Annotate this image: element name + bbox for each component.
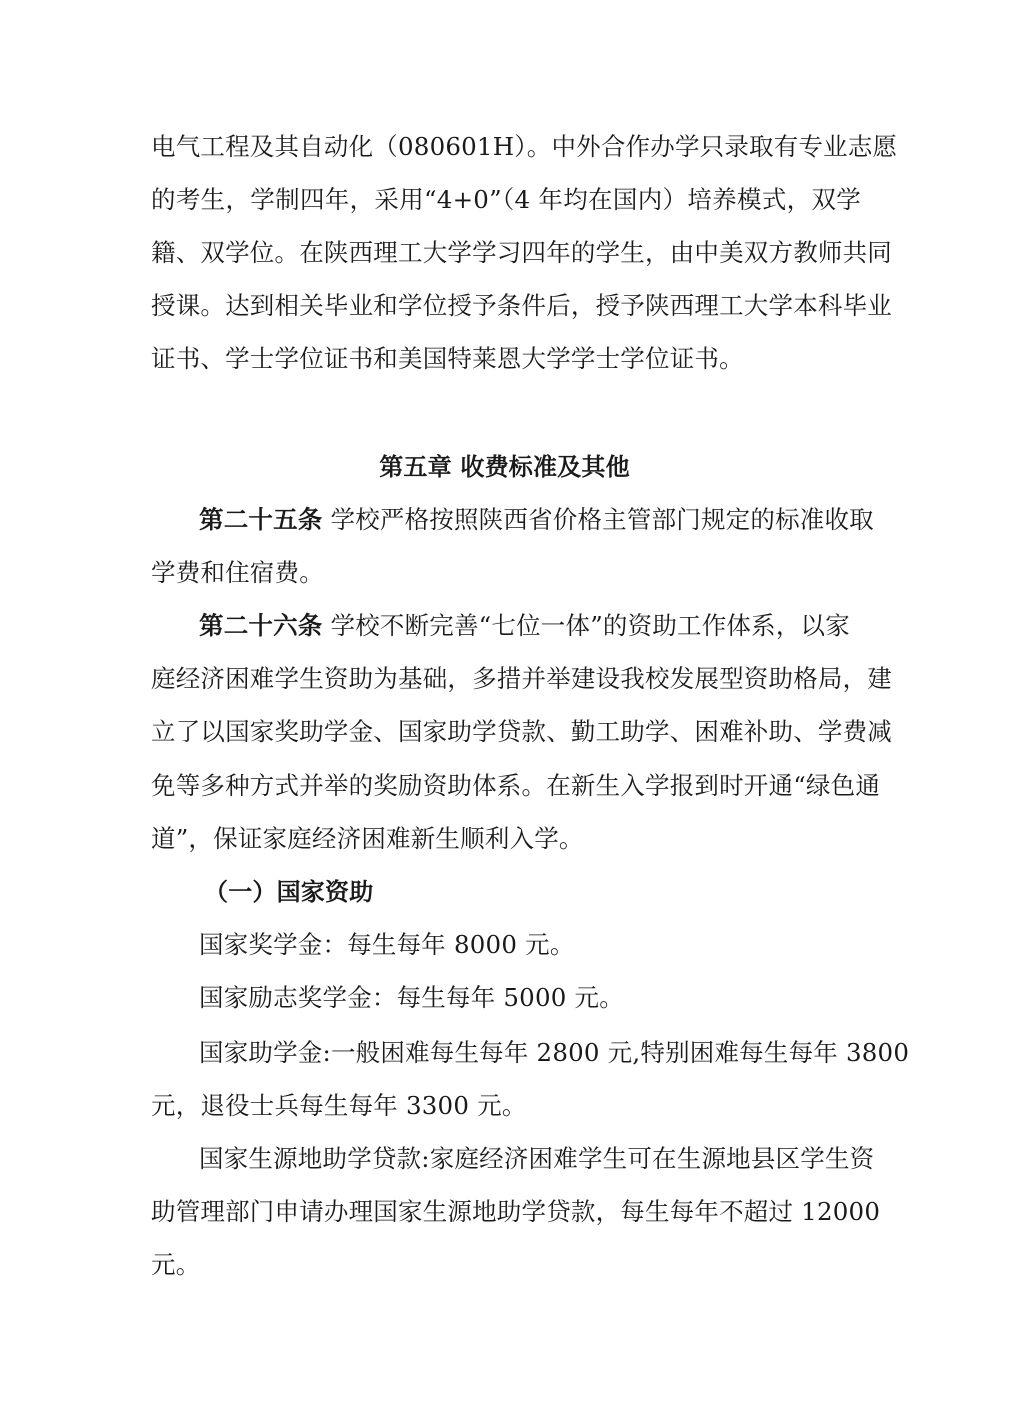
article-26-line-5: 道”，保证家庭经济困难新生顺利入学。 (151, 824, 584, 853)
chapter-heading: 第五章 收费标准及其他 (379, 453, 630, 481)
intro-line-3: 籍、双学位。在陕西理工大学学习四年的学生，由中美双方教师共同 (151, 238, 892, 267)
article-25-first-line (199, 505, 874, 535)
article-26-line-2: 庭经济困难学生资助为基础，多措并举建设我校发展型资助格局，建 (151, 664, 892, 693)
article-26-label: 第二十六条 (199, 611, 323, 640)
loan-line-1: 国家生源地助学贷款:家庭经济困难学生可在生源地县区学生资 (199, 1144, 875, 1173)
grant-line-1: 国家助学金:一般困难每生每年 2800 元,特别困难每生每年 3800 (199, 1038, 910, 1067)
section-1-heading: （一）国家资助 (204, 878, 374, 906)
intro-line-5: 证书、学士学位证书和美国特莱恩大学学士学位证书。 (151, 344, 744, 373)
article-26-line-4: 免等多种方式并举的奖励资助体系。在新生入学报到时开通“绿色通 (151, 771, 881, 800)
grant-line-2: 元，退役士兵每生每年 3300 元。 (151, 1091, 527, 1120)
national-scholarship-line: 国家奖学金：每生每年 8000 元。 (199, 930, 575, 959)
encouragement-scholarship-line: 国家励志奖学金：每生每年 5000 元。 (199, 983, 624, 1012)
article-25-text: 学校严格按照陕西省价格主管部门规定的标准收取 (322, 505, 874, 534)
article-26-first-line (199, 611, 861, 641)
loan-line-2: 助管理部门申请办理国家生源地助学贷款，每生每年不超过 12000 (151, 1197, 881, 1226)
intro-line-1: 电气工程及其自动化（080601H）。中外合作办学只录取有专业志愿 (151, 132, 898, 161)
loan-line-3: 元。 (151, 1250, 201, 1279)
article-26-text: 学校不断完善“七位一体”的资助工作体系，以家 (322, 611, 850, 640)
intro-line-4: 授课。达到相关毕业和学位授予条件后，授予陕西理工大学本科毕业 (151, 291, 892, 320)
article-26-line-3: 立了以国家奖助学金、国家助学贷款、勤工助学、困难补助、学费减 (151, 717, 892, 746)
article-25-line-2: 学费和住宿费。 (151, 558, 324, 587)
intro-line-2: 的考生，学制四年，采用“4+0”（4 年均在国内）培养模式，双学 (151, 185, 861, 214)
article-25-label: 第二十五条 (199, 505, 323, 534)
